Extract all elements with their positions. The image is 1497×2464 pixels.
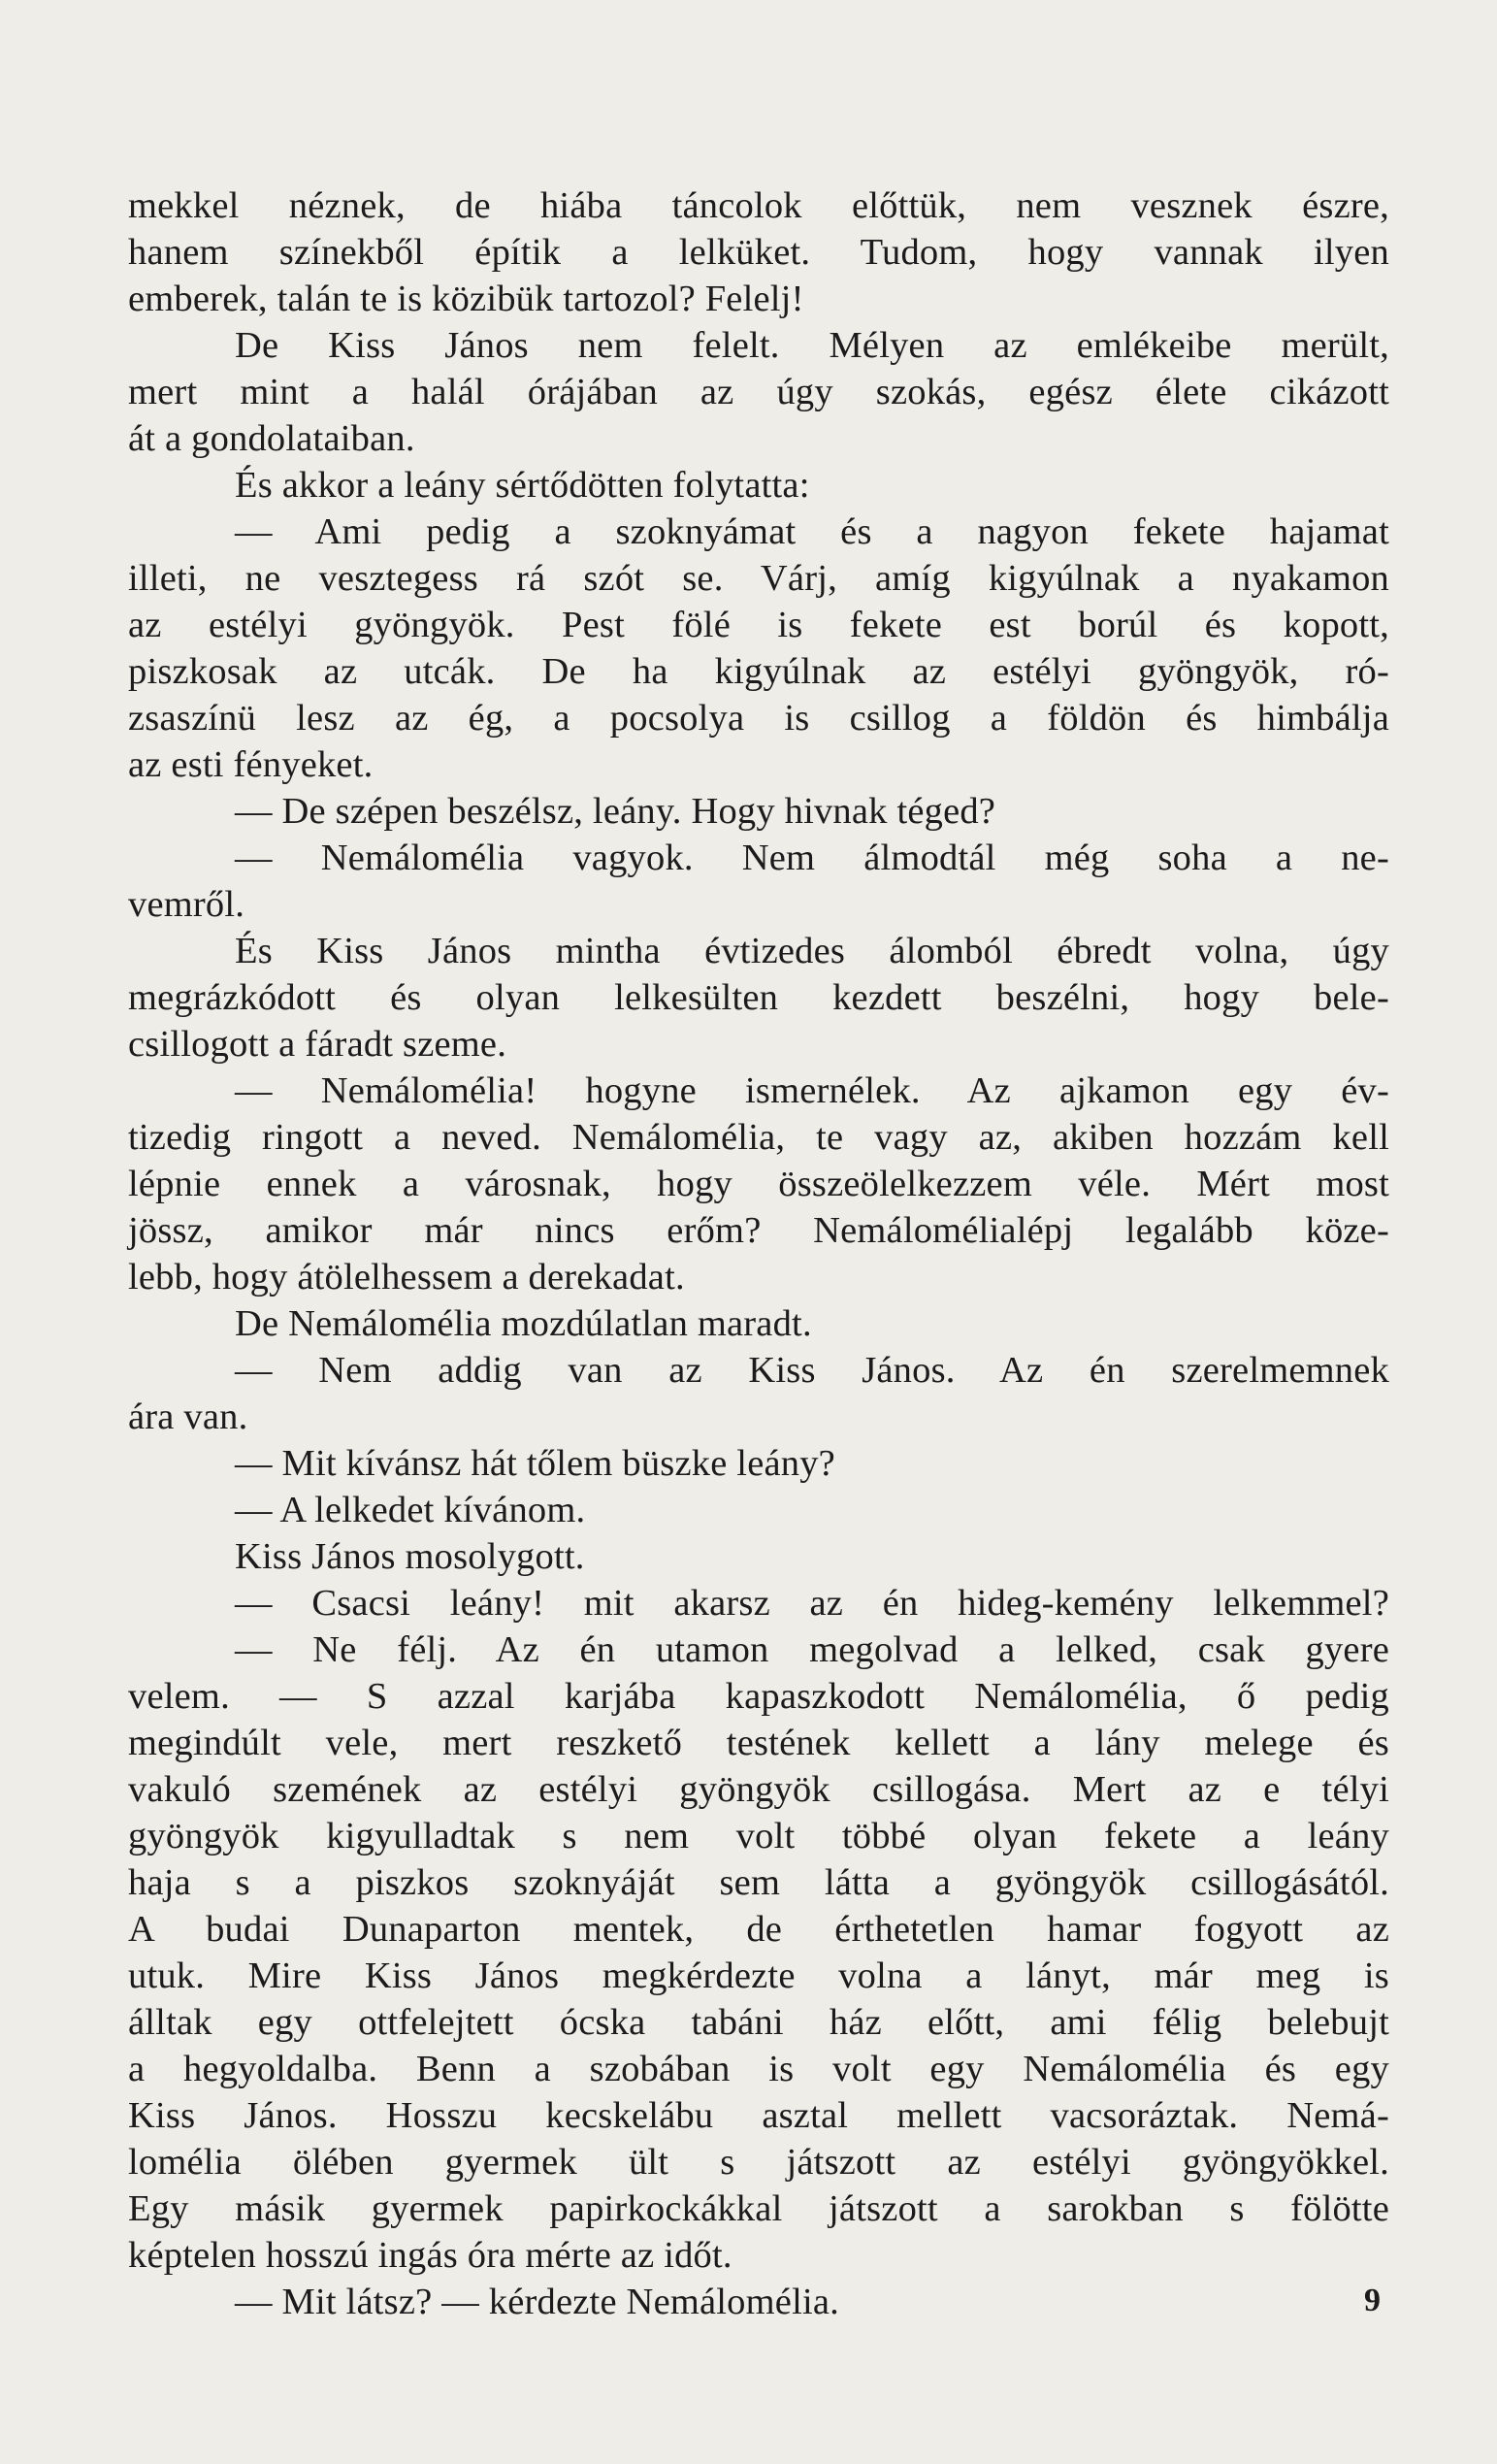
text-line: az estélyi gyöngyök. Pest fölé is fekete est borúl és kopott, bbox=[128, 605, 1389, 645]
text-line: képtelen hosszú ingás óra mérte az időt. bbox=[128, 2235, 732, 2276]
text-line: tizedig ringott a neved. Nemálomélia, te vagy az, akiben hozzám kell bbox=[128, 1117, 1389, 1158]
text-line: — Ne félj. Az én utamon megolvad a lelked, csak gyere bbox=[235, 1629, 1389, 1670]
text-line: piszkosak az utcák. De ha kigyúlnak az estélyi gyöngyök, ró- bbox=[128, 651, 1389, 692]
text-line: És akkor a leány sértődötten folytatta: bbox=[235, 465, 810, 506]
text-line: zsaszínü lesz az ég, a pocsolya is csillog a földön és himbálja bbox=[128, 698, 1389, 739]
text-line: — Mit látsz? — kérdezte Nemálomélia. bbox=[235, 2282, 839, 2322]
text-line: jössz, amikor már nincs erőm? Nemálomélialépj legalább köze- bbox=[128, 1210, 1389, 1251]
text-line: álltak egy ottfelejtett ócska tabáni ház előtt, ami félig belebujt bbox=[128, 2002, 1389, 2043]
text-line: vemről. bbox=[128, 884, 245, 925]
text-line: át a gondolataiban. bbox=[128, 418, 415, 459]
text-line: emberek, talán te is közibük tartozol? Felelj! bbox=[128, 279, 804, 319]
text-line: lépnie ennek a városnak, hogy összeölelkezzem véle. Mért most bbox=[128, 1164, 1389, 1204]
text-line: És Kiss János mintha évtizedes álomból ébredt volna, úgy bbox=[235, 931, 1389, 971]
text-line: megrázkódott és olyan lelkesülten kezdett beszélni, hogy bele- bbox=[128, 977, 1389, 1018]
text-line: haja s a piszkos szoknyáját sem látta a gyöngyök csillogásától. bbox=[128, 1862, 1389, 1903]
text-line: Kiss János. Hosszu kecskelábu asztal mellett vacsoráztak. Nemá- bbox=[128, 2095, 1389, 2136]
text-line: De Nemálomélia mozdúlatlan maradt. bbox=[235, 1303, 812, 1344]
text-line: illeti, ne vesztegess rá szót se. Várj, amíg kigyúlnak a nyakamon bbox=[128, 558, 1389, 599]
text-line: mekkel néznek, de hiába táncolok előttük, nem vesznek észre, bbox=[128, 185, 1389, 226]
text-line: lomélia ölében gyermek ült s játszott az estélyi gyöngyökkel. bbox=[128, 2142, 1389, 2183]
text-line: Egy másik gyermek papirkockákkal játszott a sarokban s fölötte bbox=[128, 2188, 1389, 2229]
text-line: az esti fényeket. bbox=[128, 744, 374, 785]
text-line: csillogott a fáradt szeme. bbox=[128, 1024, 507, 1065]
text-line: — Nem addig van az Kiss János. Az én szerelmemnek bbox=[235, 1350, 1389, 1391]
text-line: lebb, hogy átölelhessem a derekadat. bbox=[128, 1257, 685, 1298]
text-line: a hegyoldalba. Benn a szobában is volt egy Nemálomélia és egy bbox=[128, 2049, 1389, 2089]
text-line: Kiss János mosolygott. bbox=[235, 1536, 585, 1577]
text-line: — Csacsi leány! mit akarsz az én hideg-kemény lelkemmel? bbox=[235, 1583, 1389, 1624]
text-line: A budai Dunaparton mentek, de érthetetlen hamar fogyott az bbox=[128, 1909, 1389, 1950]
text-line: — De szépen beszélsz, leány. Hogy hivnak téged? bbox=[235, 791, 996, 832]
text-line: vakuló szemének az estélyi gyöngyök csillogása. Mert az e télyi bbox=[128, 1769, 1389, 1810]
text-line: — A lelkedet kívánom. bbox=[235, 1490, 586, 1530]
body-text bbox=[128, 182, 1389, 2325]
text-line: — Ami pedig a szoknyámat és a nagyon fekete hajamat bbox=[235, 511, 1389, 552]
text-line: hanem színekből építik a lelküket. Tudom, hogy vannak ilyen bbox=[128, 232, 1389, 273]
text-line: mert mint a halál órájában az úgy szokás, egész élete cikázott bbox=[128, 372, 1389, 412]
text-line: De Kiss János nem felelt. Mélyen az emlékeibe merült, bbox=[235, 325, 1389, 366]
text-line: — Mit kívánsz hát tőlem büszke leány? bbox=[235, 1443, 835, 1484]
text-line: — Nemálomélia! hogyne ismernélek. Az ajkamon egy év- bbox=[235, 1070, 1389, 1111]
text-line: megindúlt vele, mert reszkető testének kellett a lány melege és bbox=[128, 1723, 1389, 1763]
text-line: velem. — S azzal karjába kapaszkodott Nemálomélia, ő pedig bbox=[128, 1676, 1389, 1717]
page-number: 9 bbox=[1364, 2283, 1381, 2318]
text-line: gyöngyök kigyulladtak s nem volt többé olyan fekete a leány bbox=[128, 1816, 1389, 1856]
text-line: ára van. bbox=[128, 1396, 248, 1437]
text-line: — Nemálomélia vagyok. Nem álmodtál még soha a ne- bbox=[235, 838, 1389, 878]
text-line: utuk. Mire Kiss János megkérdezte volna a lányt, már meg is bbox=[128, 1955, 1389, 1996]
